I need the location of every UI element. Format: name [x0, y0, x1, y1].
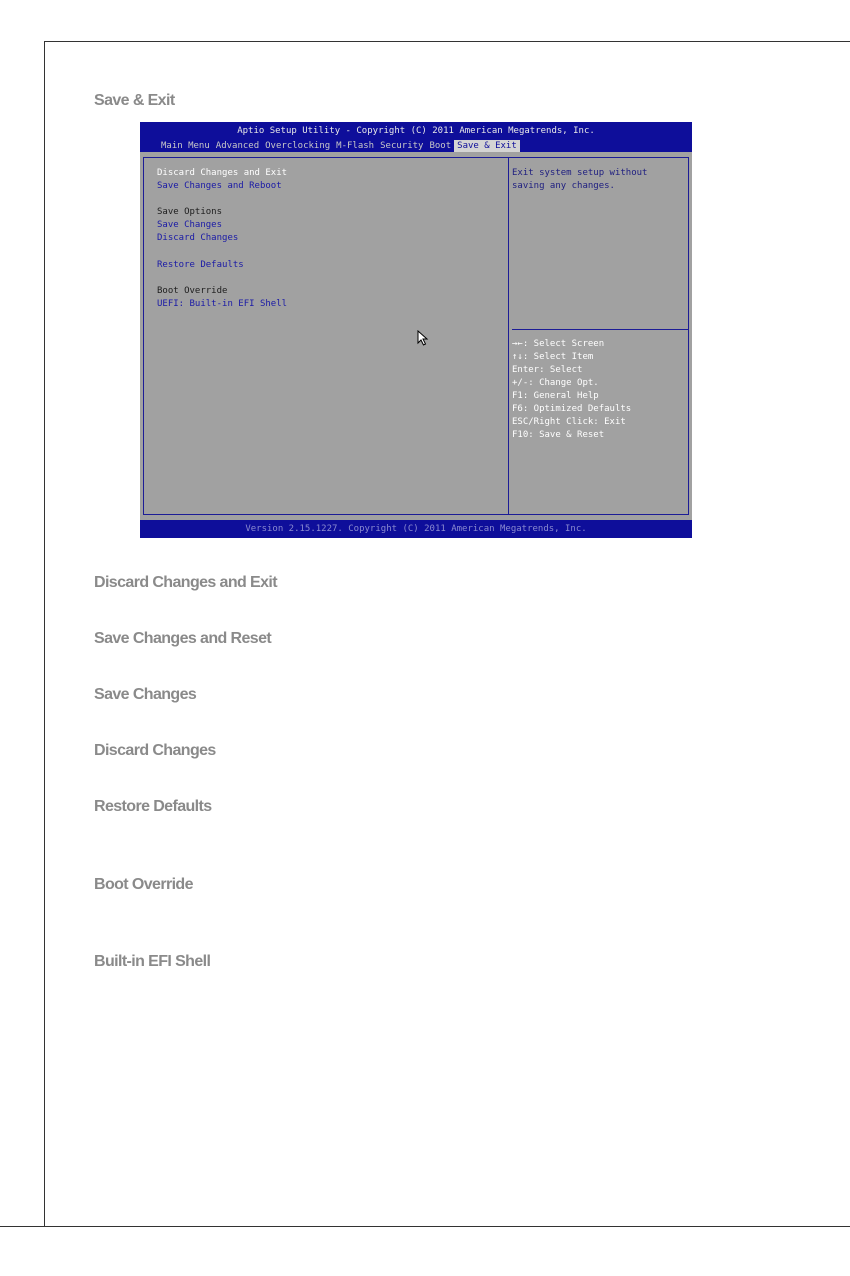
page-frame-bottom	[0, 1226, 850, 1227]
bios-header	[140, 122, 692, 152]
menu-item-discard-exit[interactable]: Discard Changes and Exit	[157, 168, 288, 178]
tab-m-flash[interactable]: M-Flash	[336, 141, 375, 151]
page-frame-top	[44, 41, 850, 42]
tab-save-exit[interactable]: Save & Exit	[454, 140, 520, 152]
panel-divider	[508, 158, 509, 514]
heading-boot-override: Boot Override	[94, 876, 193, 893]
key-hint-select-item: ↑↓: Select Item	[512, 352, 594, 362]
heading-discard-exit: Discard Changes and Exit	[94, 574, 277, 591]
tab-main-menu[interactable]: Main Menu	[161, 141, 210, 151]
tab-boot[interactable]: Boot	[429, 141, 452, 151]
heading-efi-shell: Built-in EFI Shell	[94, 953, 211, 970]
boot-override-label: Boot Override	[157, 286, 228, 296]
bios-tab-bar	[158, 140, 520, 152]
menu-item-save-reboot[interactable]: Save Changes and Reboot	[157, 181, 282, 191]
bios-version: Version 2.15.1227. Copyright (C) 2011 American Megatrends, Inc.	[245, 524, 587, 534]
menu-item-restore-defaults[interactable]: Restore Defaults	[157, 260, 244, 270]
heading-save-reset: Save Changes and Reset	[94, 630, 272, 647]
menu-item-efi-shell[interactable]: UEFI: Built-in EFI Shell	[157, 299, 288, 309]
key-hint-esc-exit: ESC/Right Click: Exit	[512, 417, 626, 427]
key-hint-change-opt: +/-: Change Opt.	[512, 378, 599, 388]
save-options-label: Save Options	[157, 207, 223, 217]
bios-title: Aptio Setup Utility - Copyright (C) 2011 American Megatrends, Inc.	[237, 126, 595, 136]
tab-overclocking[interactable]: Overclocking	[265, 141, 331, 151]
help-divider	[512, 329, 688, 330]
help-text-line-2: saving any changes.	[512, 181, 615, 191]
tab-advanced[interactable]: Advanced	[215, 141, 260, 151]
key-hint-optimized-defaults: F6: Optimized Defaults	[512, 404, 632, 414]
bios-screenshot	[140, 122, 692, 538]
bios-main-panel	[143, 157, 689, 515]
menu-item-save-changes[interactable]: Save Changes	[157, 220, 223, 230]
tab-security[interactable]: Security	[380, 141, 424, 151]
heading-restore-defaults: Restore Defaults	[94, 798, 212, 815]
heading-discard-changes: Discard Changes	[94, 742, 216, 759]
mouse-pointer-icon	[417, 330, 429, 346]
section-title: Save & Exit	[94, 92, 175, 109]
heading-save-changes: Save Changes	[94, 686, 197, 703]
menu-item-discard-changes[interactable]: Discard Changes	[157, 233, 239, 243]
key-hint-enter: Enter: Select	[512, 365, 583, 375]
help-text-line-1: Exit system setup without	[512, 168, 648, 178]
key-hint-general-help: F1: General Help	[512, 391, 599, 401]
page-frame-left	[44, 41, 45, 1226]
bios-footer	[140, 520, 692, 538]
key-hint-select-screen: →←: Select Screen	[512, 339, 605, 349]
key-hint-save-reset: F10: Save & Reset	[512, 430, 605, 440]
